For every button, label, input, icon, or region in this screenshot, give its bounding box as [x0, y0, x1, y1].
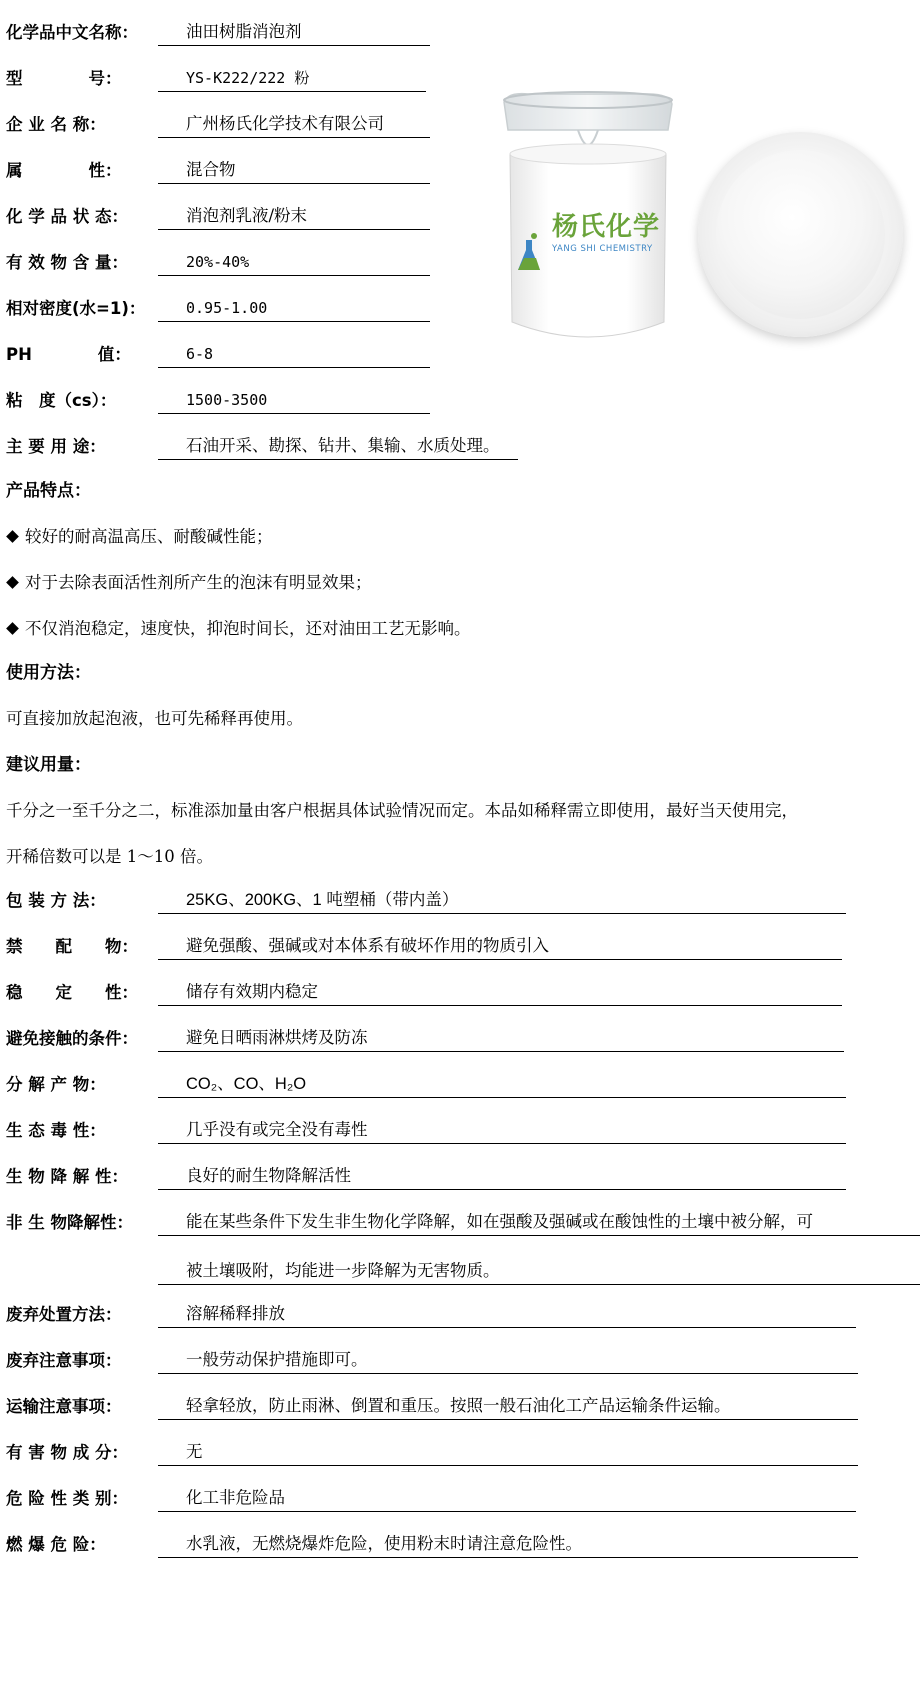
disposal-label: 燃 爆 危 险： [6, 1535, 106, 1554]
spec-row-model [6, 66, 426, 92]
spec-value: 消泡剂乳液/粉末 [158, 204, 430, 230]
brand-name: 杨氏化学 [552, 212, 661, 242]
spec-label: 属 性： [6, 161, 122, 180]
abiotic-value-line1: 能在某些条件下发生非生物化学降解，如在强酸及强碱或在酸蚀性的土壤中被分解，可 [158, 1210, 920, 1236]
disposal-label: 废弃注意事项： [6, 1351, 122, 1370]
safety-value: 几乎没有或完全没有毒性 [158, 1118, 846, 1144]
disposal-row-transport [6, 1394, 858, 1420]
powder-dish-icon [698, 132, 903, 337]
feature-item [6, 570, 372, 596]
disposal-value: 一般劳动保护措施即可。 [158, 1348, 858, 1374]
spec-value: 20%-40% [158, 250, 430, 276]
feature-text: 不仅消泡稳定，速度快，抑泡时间长，还对油田工艺无影响。 [25, 619, 471, 638]
disposal-row-method [6, 1302, 856, 1328]
disposal-value: 无 [158, 1440, 858, 1466]
disposal-label: 运输注意事项： [6, 1397, 122, 1416]
spec-value: 石油开采、勘探、钻井、集输、水质处理。 [158, 434, 518, 460]
brand-subtitle: YANG SHI CHEMISTRY [552, 244, 653, 254]
diamond-bullet-icon [6, 576, 19, 589]
spec-value: YS-K222/222 粉 [158, 66, 426, 92]
spec-row-viscosity [6, 388, 430, 414]
abiotic-label: 非 生 物降解性： [6, 1213, 133, 1232]
spec-label: 化学品中文名称： [6, 23, 138, 42]
disposal-row-fire-explosion [6, 1532, 858, 1558]
safety-value: 储存有效期内稳定 [158, 980, 842, 1006]
feature-item [6, 524, 273, 550]
dosage-heading: 建议用量： [6, 755, 91, 775]
safety-row-decomposition [6, 1072, 846, 1098]
spec-label: 有 效 物 含 量： [6, 253, 128, 272]
safety-row-packaging [6, 888, 846, 914]
spec-value: 1500-3500 [158, 388, 430, 414]
safety-label: 稳 定 性： [6, 983, 138, 1002]
feature-item [6, 616, 471, 642]
safety-label: 禁 配 物： [6, 937, 138, 956]
features-heading: 产品特点： [6, 481, 91, 501]
safety-value: 良好的耐生物降解活性 [158, 1164, 846, 1190]
disposal-row-hazardous [6, 1440, 858, 1466]
safety-row-avoid [6, 1026, 844, 1052]
safety-label: 生 物 降 解 性： [6, 1167, 128, 1186]
safety-label: 避免接触的条件： [6, 1029, 138, 1048]
disposal-label: 有 害 物 成 分： [6, 1443, 128, 1462]
disposal-label: 废弃处置方法： [6, 1305, 122, 1324]
dosage-text-line1: 千分之一至千分之二，标准添加量由客户根据具体试验情况而定。本品如稀释需立即使用，最好当天使用完， [6, 801, 798, 820]
safety-label: 生 态 毒 性： [6, 1121, 106, 1140]
safety-row-biodegradability [6, 1164, 846, 1190]
spec-label: 相对密度(水=1)： [6, 299, 146, 318]
disposal-row-notes [6, 1348, 858, 1374]
feature-text: 对于去除表面活性剂所产生的泡沫有明显效果； [25, 573, 372, 592]
spec-label: 粘 度（cs）： [6, 391, 117, 410]
diamond-bullet-icon [6, 530, 19, 543]
spec-row-company [6, 112, 430, 138]
disposal-label: 危 险 性 类 别： [6, 1489, 128, 1508]
safety-value: 25KG、200KG、1 吨塑桶（带内盖） [158, 888, 846, 914]
disposal-value: 溶解稀释排放 [158, 1302, 856, 1328]
safety-value: 避免日晒雨淋烘烤及防冻 [158, 1026, 844, 1052]
spec-label: 型 号： [6, 69, 122, 88]
product-image [478, 72, 918, 372]
brand-logo [518, 212, 668, 262]
spec-label: 企 业 名 称： [6, 115, 106, 134]
spec-value: 混合物 [158, 158, 430, 184]
disposal-value: 水乳液，无燃烧爆炸危险，使用粉末时请注意危险性。 [158, 1532, 858, 1558]
spec-row-density [6, 296, 430, 322]
spec-value: 6-8 [158, 342, 430, 368]
spec-row-state [6, 204, 430, 230]
diamond-bullet-icon [6, 622, 19, 635]
safety-label: 分 解 产 物： [6, 1075, 106, 1094]
spec-row-property [6, 158, 430, 184]
spec-value: 0.95-1.00 [158, 296, 430, 322]
dosage-text-line2: 开稀倍数可以是 1～10 倍。 [6, 847, 213, 866]
spec-label: 主 要 用 途： [6, 437, 106, 456]
spec-value: 油田树脂消泡剂 [158, 20, 430, 46]
safety-row-ecotoxicity [6, 1118, 846, 1144]
abiotic-value-line2: 被土壤吸附，均能进一步降解为无害物质。 [158, 1259, 920, 1285]
spec-row-content [6, 250, 430, 276]
spec-label: 化 学 品 状 态： [6, 207, 128, 226]
spec-label: PH 值： [6, 345, 131, 364]
spec-row-name [6, 20, 430, 46]
disposal-row-hazard-class [6, 1486, 856, 1512]
safety-value: 避免强酸、强碱或对本体系有破坏作用的物质引入 [158, 934, 842, 960]
abiotic-value [158, 1210, 920, 1285]
spec-row-ph [6, 342, 430, 368]
spec-value: 广州杨氏化学技术有限公司 [158, 112, 430, 138]
feature-text: 较好的耐高温高压、耐酸碱性能； [25, 527, 273, 546]
spec-row-usage [6, 434, 518, 460]
usage-heading: 使用方法： [6, 663, 91, 683]
safety-label: 包 装 方 法： [6, 891, 106, 910]
safety-row-stability [6, 980, 842, 1006]
disposal-value: 轻拿轻放，防止雨淋、倒置和重压。按照一般石油化工产品运输条件运输。 [158, 1394, 858, 1420]
usage-text: 可直接加放起泡液，也可先稀释再使用。 [6, 709, 303, 728]
safety-value: CO₂、CO、H₂O [158, 1072, 846, 1098]
disposal-value: 化工非危险品 [158, 1486, 856, 1512]
safety-row-incompatible [6, 934, 842, 960]
